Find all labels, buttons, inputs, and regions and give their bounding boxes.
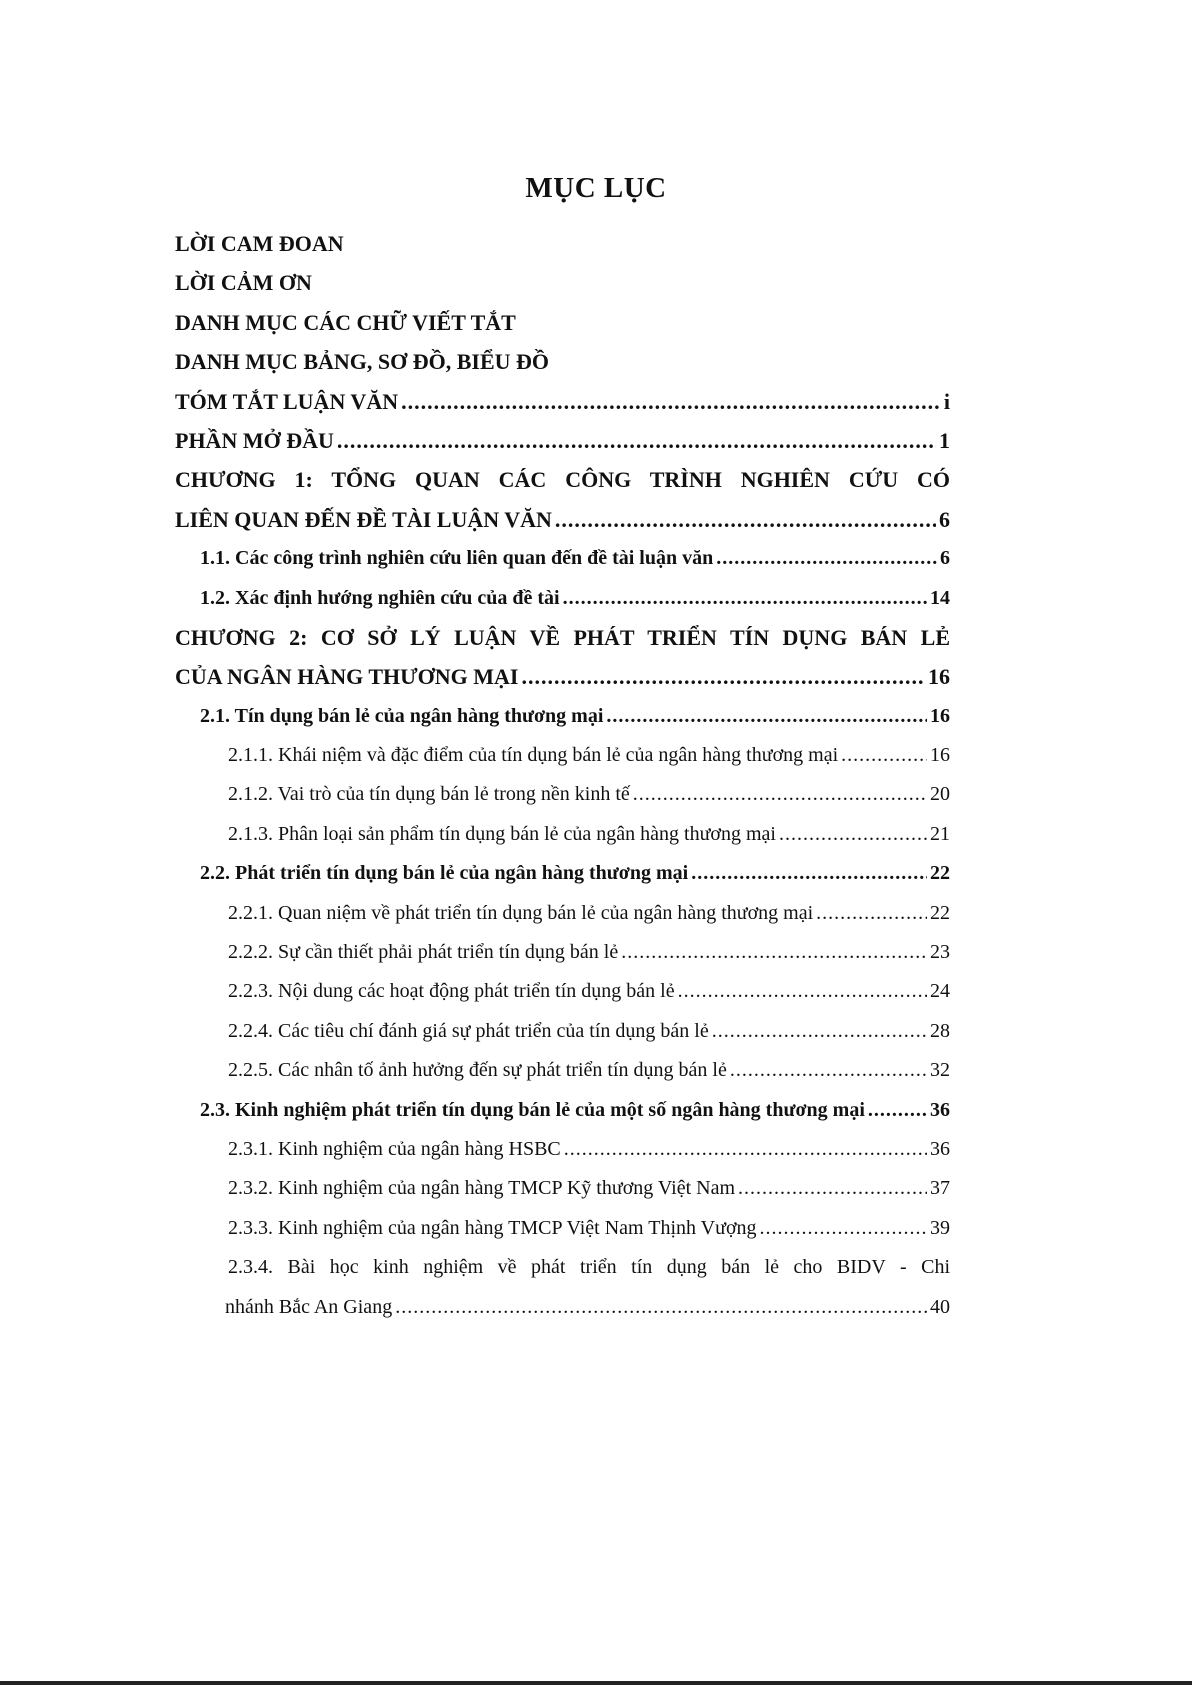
dot-leader [606, 697, 927, 736]
toc-page-number: 6 [940, 547, 950, 570]
toc-entry [175, 224, 950, 263]
toc-entry-text: CỦA NGÂN HÀNG THƯƠNG MẠI [175, 664, 519, 690]
dot-leader [521, 657, 925, 696]
dot-leader [621, 933, 927, 972]
dot-leader [337, 421, 936, 460]
dot-leader [738, 1169, 927, 1208]
toc-entry [175, 1169, 950, 1208]
toc-page-number: 21 [930, 822, 950, 845]
toc-page-number: 22 [930, 862, 950, 885]
toc-entry-text: 1.1. Các công trình nghiên cứu liên quan đến đề tài luận văn [200, 547, 714, 570]
toc-entry-text: LIÊN QUAN ĐẾN ĐỀ TÀI LUẬN VĂN [175, 506, 552, 532]
toc-entry-text: 2.3.1. Kinh nghiệm của ngân hàng HSBC [228, 1137, 561, 1160]
dot-leader [730, 1051, 927, 1090]
dot-leader [564, 1130, 927, 1169]
toc-entry [175, 854, 950, 893]
dot-leader [716, 539, 937, 578]
toc-entry-text: PHẦN MỞ ĐẦU [175, 427, 334, 453]
dot-leader [691, 854, 927, 893]
dot-leader [678, 972, 927, 1011]
toc-entry-text: CHƯƠNG 1: TỔNG QUAN CÁC CÔNG TRÌNH NGHIÊN CỨU CÓ [175, 467, 950, 493]
toc-page-number: 36 [930, 1137, 950, 1160]
toc-entry-text: 2.1.2. Vai trò của tín dụng bán lẻ trong nền kinh tế [228, 783, 630, 806]
table-of-contents [175, 224, 950, 1327]
toc-entry [175, 303, 950, 342]
toc-entry-text: 2.2.5. Các nhân tố ảnh hưởng đến sự phát triển tín dụng bán lẻ [228, 1059, 727, 1082]
toc-entry [175, 697, 950, 736]
toc-page-number: 39 [930, 1216, 950, 1239]
toc-entry-text: CHƯƠNG 2: CƠ SỞ LÝ LUẬN VỀ PHÁT TRIỂN TÍN DỤNG BÁN LẺ [175, 624, 950, 650]
toc-page-number: 37 [930, 1177, 950, 1200]
toc-entry-text: 2.1.1. Khái niệm và đặc điểm của tín dụng bán lẻ của ngân hàng thương mại [228, 744, 839, 767]
toc-entry [175, 1012, 950, 1051]
toc-entry [175, 933, 950, 972]
toc-entry [175, 1091, 950, 1130]
toc-entry [175, 618, 950, 657]
toc-entry [175, 382, 950, 421]
toc-page-number: 22 [930, 901, 950, 924]
toc-page-number: 16 [928, 664, 950, 690]
toc-page-number: 40 [930, 1295, 950, 1318]
toc-entry [175, 775, 950, 814]
toc-entry [175, 657, 950, 696]
toc-page-number: 32 [930, 1059, 950, 1082]
toc-entry [175, 894, 950, 933]
toc-page-number: 23 [930, 941, 950, 964]
toc-page-number: 36 [930, 1098, 950, 1121]
toc-page-number: 1 [939, 427, 950, 453]
toc-page-number: 20 [930, 783, 950, 806]
toc-entry-text: 2.2.4. Các tiêu chí đánh giá sự phát triển của tín dụng bán lẻ [228, 1019, 709, 1042]
dot-leader [841, 736, 927, 775]
toc-entry [175, 579, 950, 618]
toc-entry-text: 2.2.1. Quan niệm về phát triển tín dụng bán lẻ của ngân hàng thương mại [228, 901, 814, 924]
toc-entry-text: 2.1. Tín dụng bán lẻ của ngân hàng thương mại [200, 704, 604, 727]
dot-leader [555, 500, 936, 539]
toc-entry [175, 1209, 950, 1248]
toc-entry-text: nhánh Bắc An Giang [225, 1295, 393, 1318]
dot-leader [395, 1288, 927, 1327]
dot-leader [563, 579, 927, 618]
toc-entry [175, 1288, 950, 1327]
page-title: MỤC LỤC [525, 172, 667, 204]
toc-entry [175, 460, 950, 499]
toc-entry-text: 2.1.3. Phân loại sản phẩm tín dụng bán lẻ của ngân hàng thương mại [228, 822, 776, 845]
dot-leader [816, 894, 927, 933]
toc-page-number: 16 [930, 704, 950, 727]
toc-page-number: 14 [930, 586, 950, 609]
toc-entry-text: 2.3. Kinh nghiệm phát triển tín dụng bán lẻ của một số ngân hàng thương mại [200, 1098, 865, 1121]
toc-page-number: 28 [930, 1019, 950, 1042]
dot-leader [401, 382, 941, 421]
toc-entry [175, 342, 950, 381]
toc-entry-text: TÓM TẮT LUẬN VĂN [175, 388, 399, 414]
toc-entry-text: DANH MỤC BẢNG, SƠ ĐỒ, BIỂU ĐỒ [175, 349, 550, 375]
toc-page-number: 6 [939, 506, 950, 532]
toc-entry-text: 2.2.2. Sự cần thiết phải phát triển tín dụng bán lẻ [228, 941, 619, 964]
dot-leader [779, 815, 927, 854]
toc-entry-text: 2.3.4. Bài học kinh nghiệm về phát triển tín dụng bán lẻ cho BIDV - Chi [228, 1256, 950, 1279]
dot-leader [760, 1209, 927, 1248]
dot-leader [868, 1091, 927, 1130]
toc-entry-text: 2.3.2. Kinh nghiệm của ngân hàng TMCP Kỹ thương Việt Nam [228, 1177, 736, 1200]
toc-entry [175, 421, 950, 460]
toc-entry-text: 2.2. Phát triển tín dụng bán lẻ của ngân hàng thương mại [200, 862, 689, 885]
toc-entry [175, 500, 950, 539]
toc-page-number: 16 [930, 744, 950, 767]
toc-entry-text: DANH MỤC CÁC CHỮ VIẾT TẮT [175, 309, 516, 335]
toc-entry-text: LỜI CAM ĐOAN [175, 231, 344, 256]
toc-page-number: 24 [930, 980, 950, 1003]
toc-entry [175, 1051, 950, 1090]
toc-entry [175, 1130, 950, 1169]
toc-entry-text: 2.3.3. Kinh nghiệm của ngân hàng TMCP Việt Nam Thịnh Vượng [228, 1216, 757, 1239]
toc-entry-text: 2.2.3. Nội dung các hoạt động phát triển tín dụng bán lẻ [228, 980, 675, 1003]
toc-entry [175, 972, 950, 1011]
toc-entry [175, 815, 950, 854]
dot-leader [633, 775, 927, 814]
toc-entry [175, 263, 950, 302]
toc-entry [175, 539, 950, 578]
toc-entry-text: LỜI CẢM ƠN [175, 270, 312, 296]
toc-entry-text: 1.2. Xác định hướng nghiên cứu của đề tài [200, 586, 560, 609]
toc-page-number: i [943, 388, 950, 414]
page-bottom-border [0, 1681, 1192, 1685]
toc-entry [175, 736, 950, 775]
toc-entry [175, 1248, 950, 1287]
dot-leader [712, 1012, 927, 1051]
